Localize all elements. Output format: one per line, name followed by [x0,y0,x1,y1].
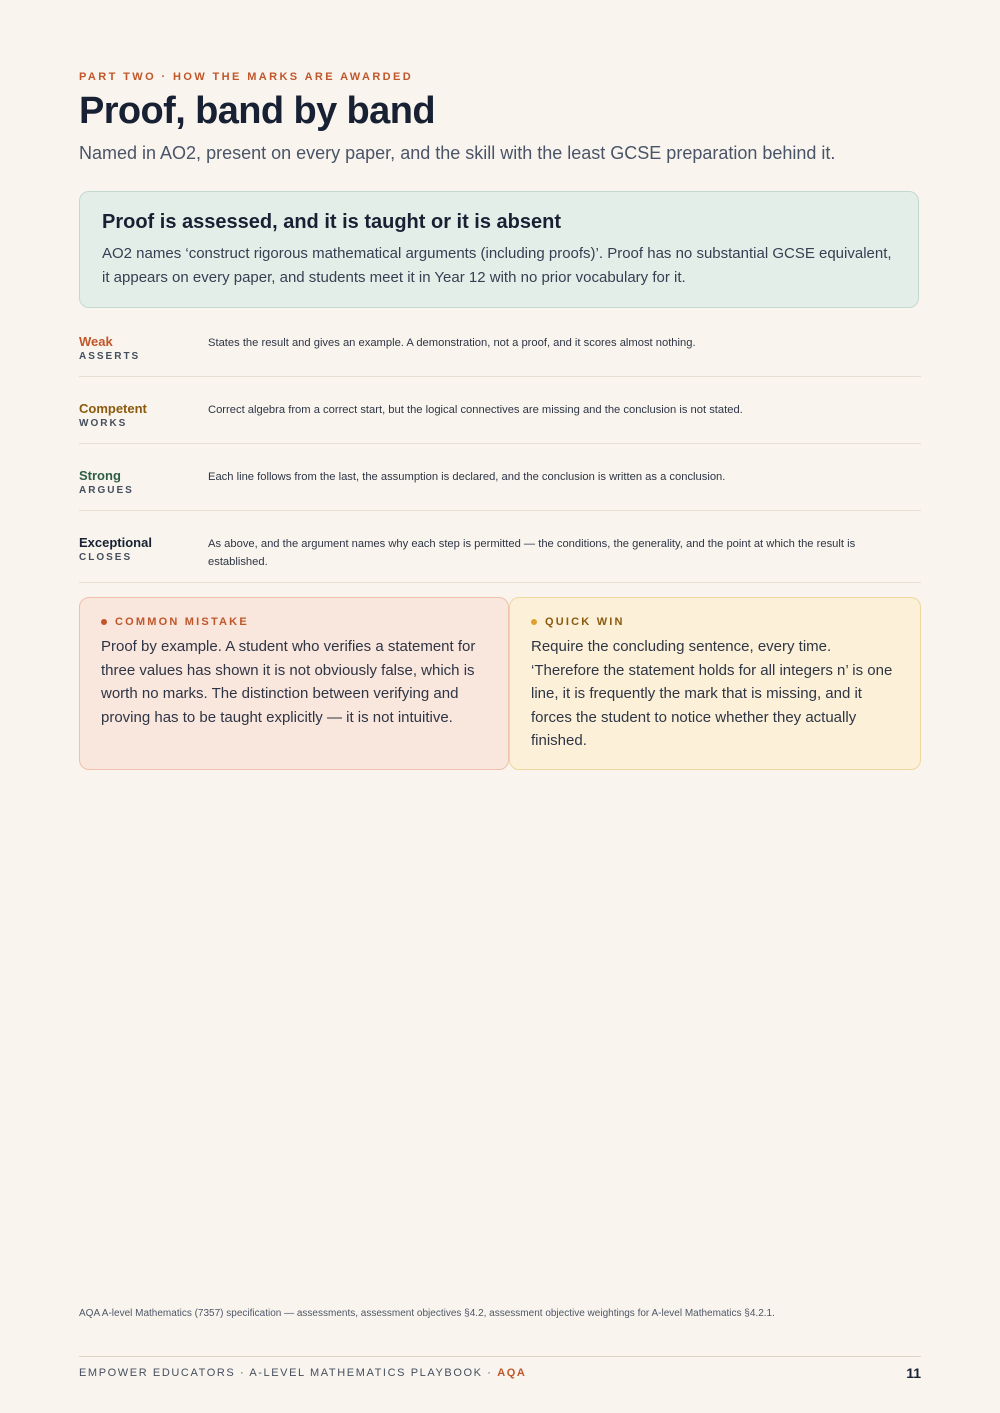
callout-body: AO2 names ‘construct rigorous mathematical arguments (including proofs)’. Proof has no substantial GCSE equivalent, it appears on every paper, and students meet it in Year 12 with no prior vocabulary for it. [102,245,892,286]
band-description: States the result and gives an example. A demonstration, not a proof, and it scores almost nothing. [208,337,696,349]
source-citation: AQA A-level Mathematics (7357) specification — assessments, assessment objectives §4.2, assessment objective weightings for A-level Mathematics §4.2.1. [79,1308,775,1319]
band-label [79,334,208,376]
bullet-dot-icon [531,619,537,625]
band-verb: ARGUES [79,485,134,496]
band-description: Each line follows from the last, the assumption is declared, and the conclusion is written as a conclusion. [208,471,726,483]
band-row-exceptional [79,511,921,583]
footer-running-title [79,1367,526,1379]
band-name: Strong [79,468,121,483]
footer-brand: AQA [497,1367,527,1379]
page-number: 11 [906,1365,921,1381]
common-mistake-card [79,597,509,770]
tip-heading [531,616,899,628]
tip-body: Proof by example. A student who verifies a statement for three values has shown it is not obviously false, which is worth no marks. The distinction between verifying and proving has to be taught explicitly — it is not intuitive. [101,638,476,726]
band-label [79,401,208,443]
page-subtitle: Named in AO2, present on every paper, and the skill with the least GCSE preparation behind it. [79,143,836,163]
band-verb: CLOSES [79,552,133,563]
band-verb: WORKS [79,418,128,429]
tip-body: Require the concluding sentence, every time. ‘Therefore the statement holds for all integers n’ is one line, it is frequently the mark that is missing, and it forces the student to notice whether they actually finished. [531,638,893,750]
page-title: Proof, band by band [79,90,435,132]
band-row-strong [79,444,921,511]
bullet-dot-icon [101,619,107,625]
band-name: Weak [79,334,113,349]
band-row-competent [79,377,921,444]
footer-divider [79,1356,921,1357]
footer-text: EMPOWER EDUCATORS · A-LEVEL MATHEMATICS PLAYBOOK · [79,1367,498,1379]
band-name: Competent [79,401,147,416]
band-row-weak [79,334,921,377]
key-point-callout [79,191,919,308]
band-label [79,535,208,582]
tip-label: COMMON MISTAKE [115,616,249,628]
tip-heading [101,616,487,628]
quick-win-card [509,597,921,770]
tip-label: QUICK WIN [545,616,625,628]
section-eyebrow: PART TWO · HOW THE MARKS ARE AWARDED [79,71,414,83]
band-label [79,468,208,510]
band-name: Exceptional [79,535,152,550]
band-description: Correct algebra from a correct start, but the logical connectives are missing and the conclusion is not stated. [208,404,743,416]
band-verb: ASSERTS [79,351,141,362]
callout-title: Proof is assessed, and it is taught or it is absent [102,211,562,233]
proof-bands-list [79,334,921,583]
band-description: As above, and the argument names why each step is permitted — the conditions, the generality, and the point at which the result is established. [208,538,856,568]
